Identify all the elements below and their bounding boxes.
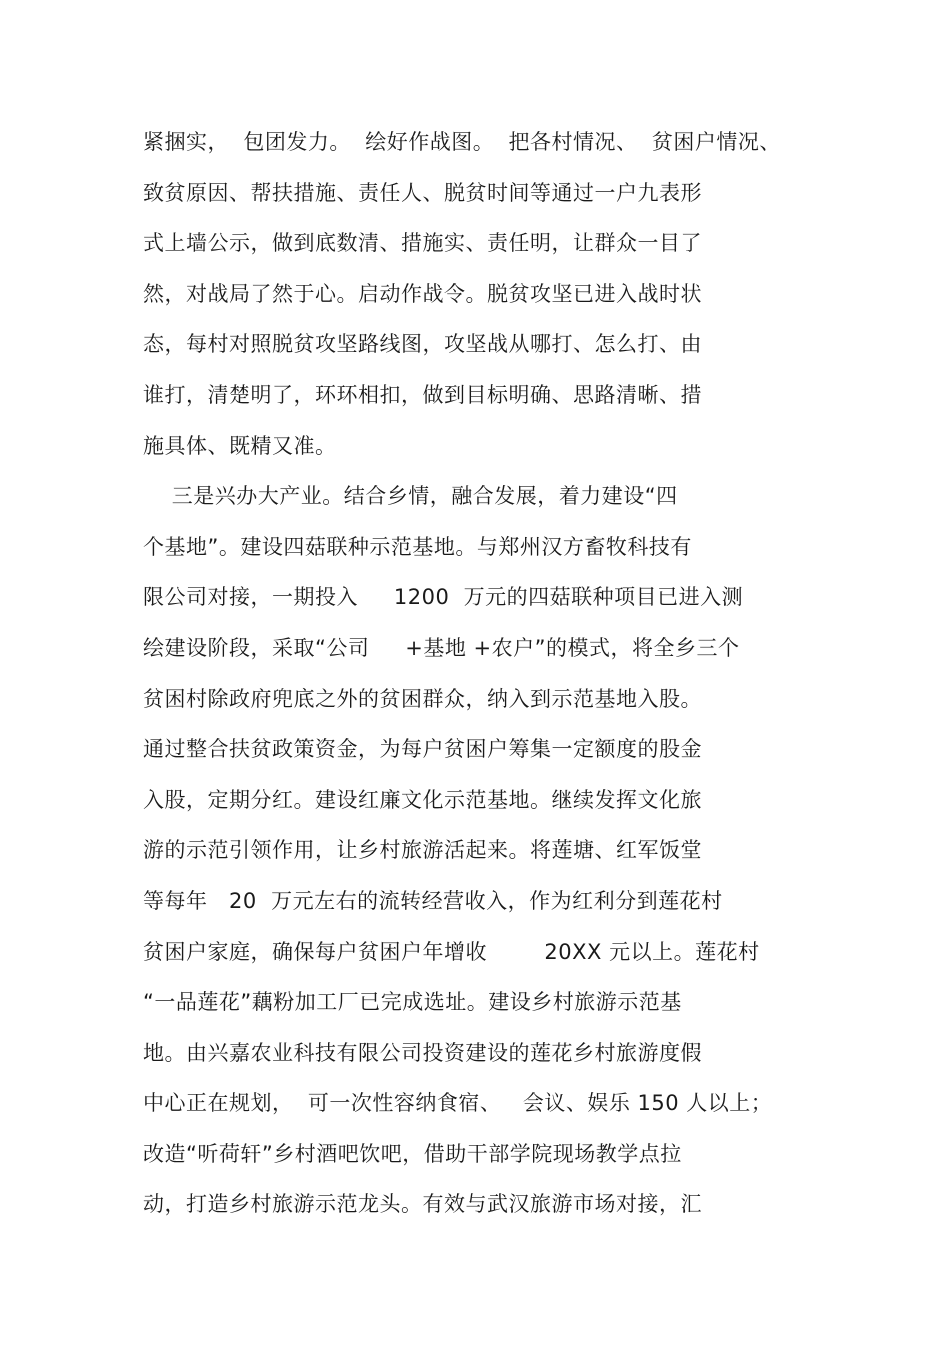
- text-line-21: 改造“听荷轩”乡村酒吧饮吧，借助干部学院现场教学点拉: [143, 1141, 682, 1166]
- text-line-14: 入股，定期分红。建设红廉文化示范基地。继续发挥文化旅: [143, 787, 702, 812]
- text-line-4: 然，对战局了然于心。启动作战令。脱贫攻坚已进入战时状: [143, 281, 702, 306]
- text-line-8: 三是兴办大产业。结合乡情，融合发展，着力建设“四: [143, 484, 678, 509]
- text-line-1: 紧捆实， 包团发力。 绘好作战图。 把各村情况、 贫困户情况、: [143, 130, 781, 154]
- text-line-10: 限公司对接，一期投入 1200 万元的四菇联种项目已进入测: [143, 585, 744, 610]
- text-line-5: 态，每村对照脱贫攻坚路线图，攻坚战从哪打、怎么打、由: [143, 332, 702, 357]
- text-line-7: 施具体、既精又准。: [143, 433, 337, 458]
- text-line-15: 游的示范引领作用，让乡村旅游活起来。将莲塘、红军饭堂: [143, 838, 702, 863]
- text-line-3: 式上墙公示，做到底数清、措施实、责任明，让群众一目了: [143, 231, 702, 256]
- text-line-18: “一品莲花”藕粉加工厂已完成选址。建设乡村旅游示范基: [143, 990, 682, 1015]
- text-line-9: 个基地”。建设四菇联种示范基地。与郑州汉方畜牧科技有: [143, 534, 692, 559]
- body-text: [143, 122, 823, 1235]
- text-line-6: 谁打，清楚明了，环环相扣，做到目标明确、思路清晰、措: [143, 382, 702, 407]
- text-line-11: 绘建设阶段，采取“公司 +基地 +农户”的模式，将全乡三个: [143, 635, 740, 660]
- text-line-19: 地。由兴嘉农业科技有限公司投资建设的莲花乡村旅游度假: [143, 1040, 702, 1065]
- text-line-12: 贫困村除政府兜底之外的贫困群众，纳入到示范基地入股。: [143, 686, 702, 711]
- text-line-2: 致贫原因、帮扶措施、责任人、脱贫时间等通过一户九表形: [143, 180, 702, 205]
- text-line-22: 动，打造乡村旅游示范龙头。有效与武汉旅游市场对接，汇: [143, 1192, 702, 1217]
- text-line-20: 中心正在规划， 可一次性容纳食宿、 会议、娱乐 150 人以上；: [143, 1091, 773, 1116]
- text-line-13: 通过整合扶贫政策资金，为每户贫困户筹集一定额度的股金: [143, 737, 702, 762]
- text-line-16: 等每年 20 万元左右的流转经营收入，作为红利分到莲花村: [143, 888, 723, 913]
- text-line-17: 贫困户家庭，确保每户贫困户年增收 20XX 元以上。莲花村: [143, 939, 760, 964]
